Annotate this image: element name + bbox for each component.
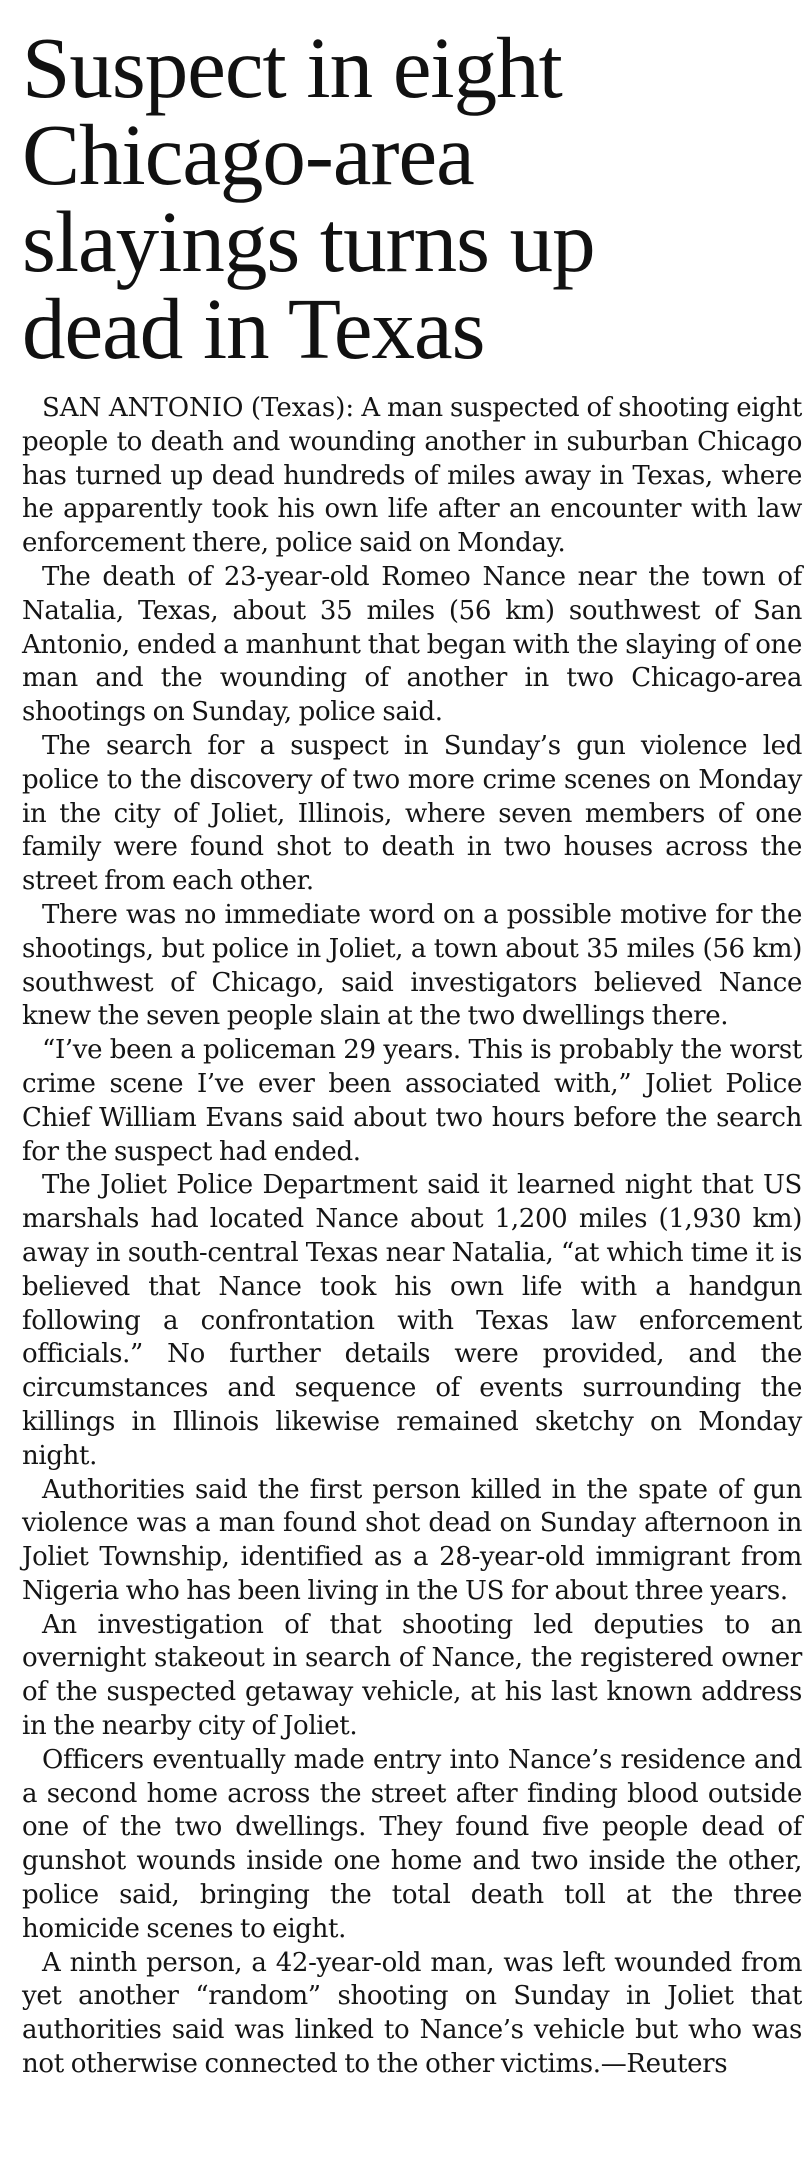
article-paragraph: Authorities said the first person killed in the spate of gun violence was a man found shot dead on Sunday afternoon in Joliet Township, identified as a 28-year-old immigrant from Nigeria who has been living in the US for about three years.	[22, 1474, 802, 1606]
article-body	[22, 392, 802, 2082]
paragraph-text: A man suspected of shooting eight people to death and wounding another in suburban Chicago has turned up dead hundreds of miles away in Texas, where he apparently took his own life after an encounter with law enforcement there, police said on Monday.	[22, 393, 802, 559]
article-paragraph	[22, 392, 802, 561]
article-paragraph: An investigation of that shooting led deputies to an overnight stakeout in search of Nance, the registered owner of the suspected getaway vehicle, at his last known address in the nearby city of Joliet.	[22, 1609, 802, 1742]
article-paragraph: The Joliet Police Department said it learned night that US marshals had located Nance about 1,200 miles (1,930 km) away in south-central Texas near Natalia, “at which time it is believed that Nance took his own life with a handgun following a confrontation with Texas law enforcement officials.” No further details were provided, and the circumstances and sequence of events surrounding the killings in Illinois likewise remained sketchy on Monday night.	[22, 1170, 802, 1471]
article-paragraph: The search for a suspect in Sunday’s gun violence led police to the discovery of two more crime scenes on Monday in the city of Joliet, Illinois, where seven members of one family were found shot to death in two houses across the street from each other.	[22, 730, 802, 897]
dateline: SAN ANTONIO (Texas):	[42, 393, 355, 423]
article-paragraph: There was no immediate word on a possible motive for the shootings, but police in Joliet, a town about 35 miles (56 km) southwest of Chicago, said investigators believed Nance knew the seven people slain at the two dwellings there.	[22, 899, 802, 1032]
headline-line: dead in Texas	[22, 280, 485, 377]
article-paragraph: “I’ve been a policeman 29 years. This is probably the worst crime scene I’ve ever been associated with,” Joliet Police Chief William Evans said about two hours before the search for the suspect had ended.	[22, 1035, 802, 1167]
headline-line: Suspect in eight	[22, 19, 562, 116]
headline-line: Chicago-area	[22, 106, 474, 203]
article-paragraph: The death of 23-year-old Romeo Nance near the town of Natalia, Texas, about 35 miles (56 km) southwest of San Antonio, ended a manhunt that began with the slaying of one man and the wounding of another in two Chicago-area shootings on Sunday, police said.	[22, 561, 802, 728]
headline	[22, 19, 802, 377]
article-paragraph: Officers eventually made entry into Nance’s residence and a second home across the street after finding blood outside one of the two dwellings. They found five people dead of gunshot wounds inside one home and two inside the other, police said, bringing the total death toll at the three homicide scenes to eight.	[22, 1744, 802, 1944]
article-paragraph: A ninth person, a 42-year-old man, was left wounded from yet another “random” shooting on Sunday in Joliet that authorities said was linked to Nance’s vehicle but who was not otherwise connected to the other victims.—Reuters	[22, 1947, 802, 2080]
news-article	[22, 19, 802, 2082]
headline-line: slayings turns up	[22, 193, 595, 290]
